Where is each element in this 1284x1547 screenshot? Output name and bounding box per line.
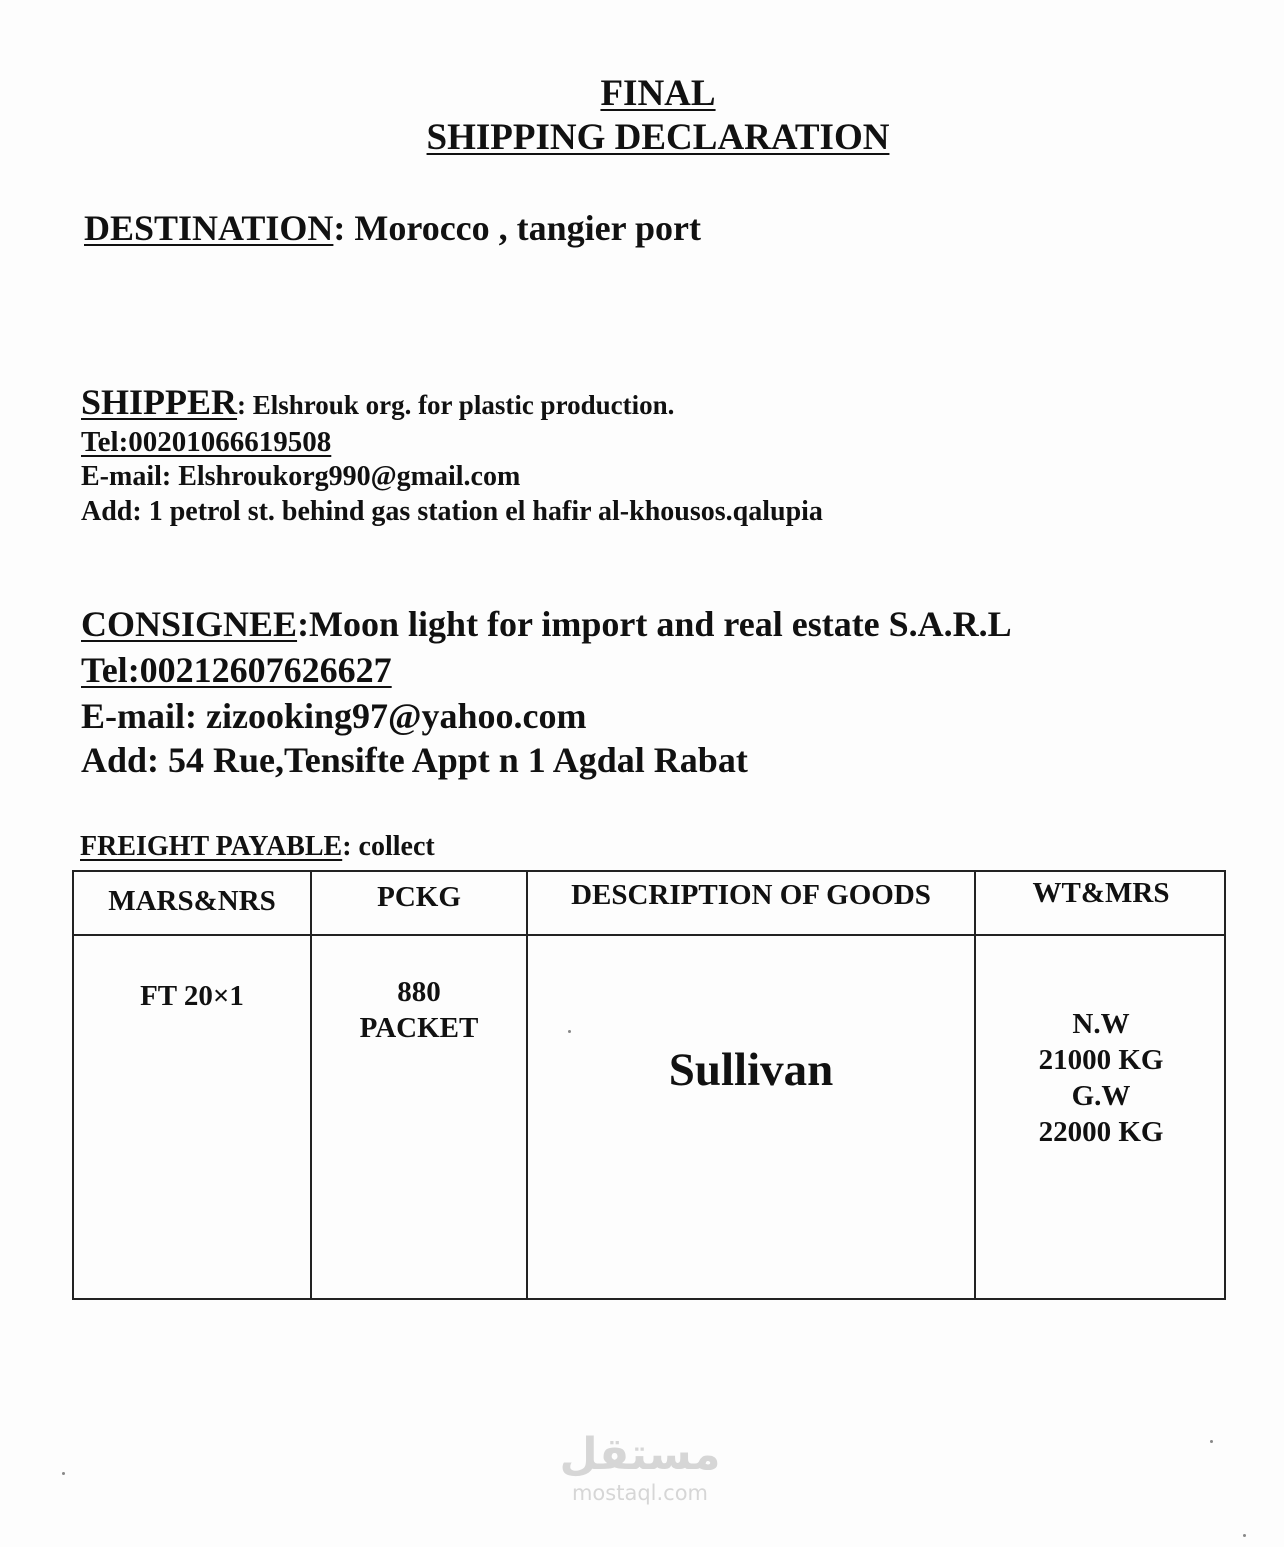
shipper-label: SHIPPER xyxy=(81,382,238,422)
column-header-marks: MARS&NRS xyxy=(108,885,276,917)
scan-speck xyxy=(1243,1534,1246,1537)
shipper-value: : Elshrouk org. for plastic production. xyxy=(237,390,675,420)
consignee-tel: Tel:00212607626627 xyxy=(81,650,392,690)
column-header-pckg: PCKG xyxy=(377,881,461,913)
watermark-site-text: mostaql.com xyxy=(571,1481,709,1505)
document-title-line2: SHIPPING DECLARATION xyxy=(426,117,890,158)
watermark-logo xyxy=(520,1430,760,1506)
watermark-arabic-text: مستقل xyxy=(559,1429,721,1480)
consignee-line xyxy=(81,602,1012,646)
cell-pckg-qty: 880 xyxy=(397,976,441,1008)
destination-line xyxy=(84,206,701,250)
cell-pckg-unit: PACKET xyxy=(359,1012,479,1044)
goods-table xyxy=(72,870,1226,1300)
column-header-weight: WT&MRS xyxy=(1032,877,1170,909)
freight-value: : collect xyxy=(342,831,435,862)
cell-gw-label: G.W xyxy=(1071,1080,1131,1112)
cell-nw-value: 21000 KG xyxy=(1038,1044,1164,1076)
shipper-email: E-mail: Elshroukorg990@gmail.com xyxy=(81,461,521,492)
cell-gw-value: 22000 KG xyxy=(1038,1116,1164,1148)
cell-nw-label: N.W xyxy=(1072,1008,1130,1040)
consignee-label: CONSIGNEE xyxy=(81,604,298,644)
shipper-address: Add: 1 petrol st. behind gas station el hafir al-khousos.qalupia xyxy=(81,496,823,527)
consignee-email: E-mail: zizooking97@yahoo.com xyxy=(81,696,587,736)
destination-value: : Morocco , tangier port xyxy=(333,208,701,248)
table-header-divider xyxy=(74,934,1224,936)
shipper-tel: Tel:00201066619508 xyxy=(81,426,332,458)
cell-marks: FT 20×1 xyxy=(140,980,244,1012)
shipper-line xyxy=(81,380,674,427)
column-header-description: DESCRIPTION OF GOODS xyxy=(571,879,931,911)
scan-speck xyxy=(62,1472,65,1475)
freight-label: FREIGHT PAYABLE xyxy=(80,831,343,862)
freight-line xyxy=(80,829,435,865)
consignee-address: Add: 54 Rue,Tensifte Appt n 1 Agdal Rabat xyxy=(81,740,748,780)
table-column-divider xyxy=(310,872,312,1298)
scan-speck xyxy=(568,1030,571,1033)
cell-description: Sullivan xyxy=(668,1044,834,1096)
scan-speck xyxy=(1210,1440,1213,1443)
document-title-line1: FINAL xyxy=(600,73,716,114)
destination-label: DESTINATION xyxy=(84,208,334,248)
consignee-value: :Moon light for import and real estate S.A.R.L xyxy=(297,604,1012,644)
